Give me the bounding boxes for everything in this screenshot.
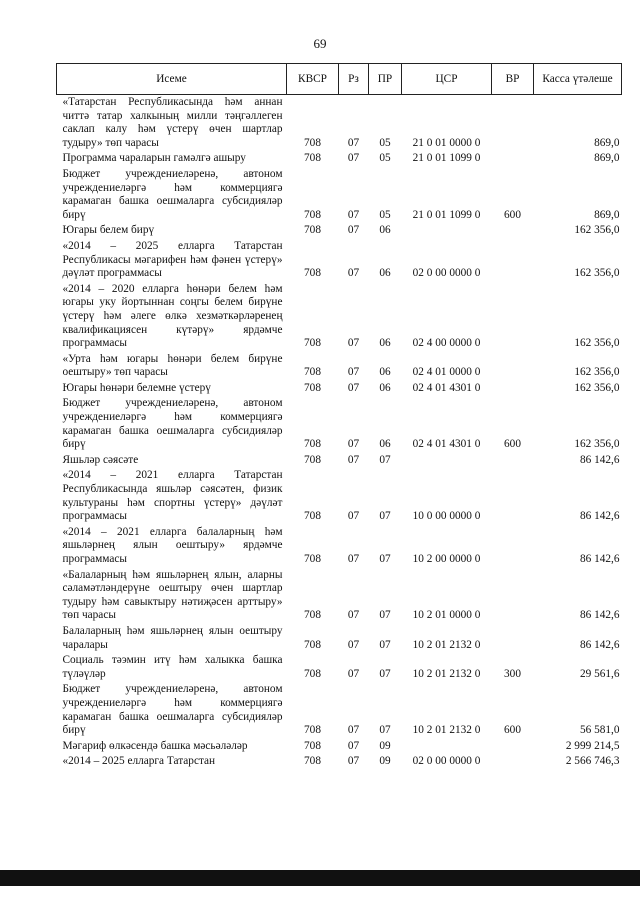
cell-csr: 21 0 01 1099 0	[412, 152, 481, 165]
header-vr: ВР	[492, 64, 534, 95]
cell-vr	[492, 739, 534, 755]
cell-rz: 07	[347, 267, 360, 280]
cell-rz: 07	[347, 152, 360, 165]
table-row	[57, 167, 622, 223]
cell-kassa: 162 356,0	[574, 224, 620, 237]
cell-kassa: 86 142,6	[579, 510, 620, 523]
cell-name: Яшьләр сәясәте	[62, 453, 139, 466]
cell-kvsr: 708	[304, 739, 321, 752]
cell-kassa: 162 356,0	[574, 438, 620, 451]
table-row	[57, 568, 622, 624]
cell-pr: 06	[379, 224, 391, 237]
cell-rz: 07	[347, 337, 360, 350]
cell-kvsr: 708	[304, 510, 321, 523]
header-kassa: Касса үтәлеше	[534, 64, 622, 95]
cell-rz: 07	[347, 453, 360, 466]
cell-pr: 07	[379, 724, 391, 737]
cell-csr: 10 2 01 2132 0	[412, 667, 481, 680]
cell-csr	[402, 739, 492, 755]
cell-rz: 07	[347, 366, 360, 379]
cell-kvsr: 708	[304, 724, 321, 737]
cell-vr	[492, 453, 534, 469]
cell-vr: 300	[504, 667, 521, 680]
cell-rz: 07	[347, 208, 360, 221]
cell-pr: 09	[379, 755, 391, 768]
cell-csr: 10 2 01 2132 0	[412, 724, 481, 737]
cell-name: «2014 – 2025 елларга Татарстан Республикасы мәгарифен һәм фәнен үстерү» дәүләт программасы	[62, 239, 283, 280]
cell-name: Бюджет учреждениеләренә, автоном учреждениеләргә һәм коммерциягә карамаган башка оешмаларга субсидияләр бирү	[62, 683, 283, 737]
cell-csr: 10 2 00 0000 0	[412, 553, 481, 565]
table-header-row	[57, 64, 622, 95]
cell-vr	[492, 568, 534, 624]
cell-pr: 05	[379, 208, 391, 221]
cell-kassa: 2 999 214,5	[565, 739, 620, 752]
cell-csr: 02 4 01 4301 0	[412, 381, 481, 394]
cell-kvsr: 708	[304, 667, 321, 680]
table-row	[57, 682, 622, 738]
cell-rz: 07	[347, 438, 360, 451]
cell-pr: 07	[379, 453, 391, 466]
cell-pr: 06	[379, 267, 391, 280]
cell-name: Бюджет учреждениеләренә, автоном учреждениеләргә һәм коммерциягә карамаган башка оешмаларга субсидияләр бирү	[62, 397, 283, 451]
header-name: Исеме	[57, 64, 287, 95]
table-row	[57, 624, 622, 653]
header-kvsr: КВСР	[287, 64, 339, 95]
cell-vr	[492, 352, 534, 381]
cell-kvsr: 708	[304, 136, 321, 149]
cell-pr: 05	[379, 152, 391, 165]
cell-rz: 07	[347, 609, 360, 622]
cell-vr	[492, 282, 534, 352]
cell-kassa: 56 581,0	[579, 724, 620, 737]
table-body	[57, 95, 622, 770]
cell-csr: 02 4 01 0000 0	[412, 366, 481, 379]
cell-vr	[492, 525, 534, 568]
cell-kvsr: 708	[304, 208, 321, 221]
cell-csr: 10 0 00 0000 0	[412, 510, 481, 523]
cell-pr: 07	[379, 510, 391, 523]
table-row	[57, 223, 622, 239]
cell-pr: 07	[379, 553, 391, 565]
cell-name: «Балаларның һәм яшьләрнең ялын, аларны сәламәтләндерүне оештыру өчен шартлар тудыру һәм савыктыру нәтиҗәсен арттыру» төп чарасы	[62, 568, 283, 622]
cell-vr: 600	[504, 208, 521, 221]
cell-csr: 10 2 01 0000 0	[412, 609, 481, 622]
cell-pr: 06	[379, 438, 391, 451]
cell-rz: 07	[347, 755, 360, 768]
cell-pr: 06	[379, 337, 391, 350]
cell-vr	[492, 754, 534, 770]
table-row	[57, 739, 622, 755]
cell-kvsr: 708	[304, 553, 321, 565]
cell-csr: 02 0 00 0000 0	[412, 755, 481, 768]
cell-kvsr: 708	[304, 453, 321, 466]
cell-kvsr: 708	[304, 609, 321, 622]
cell-name: «Урта һәм югары һөнәри белем бирүне оештыру» төп чарасы	[62, 352, 283, 379]
cell-name: «2014 – 2021 елларга Татарстан Республикасында яшьләр сәясәтен, физик культураны һәм спортны үстерү» дәүләт программасы	[62, 469, 283, 523]
cell-rz: 07	[347, 739, 360, 752]
header-csr: ЦСР	[402, 64, 492, 95]
cell-csr: 02 4 00 0000 0	[412, 337, 481, 350]
cell-name: Программа чараларын гамәлгә ашыру	[62, 152, 246, 165]
table-row	[57, 396, 622, 452]
cell-csr: 21 0 01 0000 0	[412, 136, 481, 149]
cell-kvsr: 708	[304, 381, 321, 394]
cell-kassa: 869,0	[594, 136, 620, 149]
cell-csr: 21 0 01 1099 0	[412, 208, 481, 221]
table-row	[57, 468, 622, 524]
cell-kvsr: 708	[304, 224, 321, 237]
cell-name: Югары һөнәри белемне үстерү	[62, 381, 211, 394]
cell-name: Югары белем бирү	[62, 224, 155, 237]
cell-rz: 07	[347, 724, 360, 737]
table-row	[57, 653, 622, 682]
cell-pr: 07	[379, 667, 391, 680]
cell-kassa: 86 142,6	[579, 609, 620, 622]
cell-vr	[492, 381, 534, 397]
cell-kvsr: 708	[304, 337, 321, 350]
cell-csr: 10 2 01 2132 0	[412, 638, 481, 651]
cell-rz: 07	[347, 638, 360, 651]
cell-kassa: 86 142,6	[579, 553, 620, 565]
cell-kassa: 869,0	[594, 152, 620, 165]
table-row	[57, 453, 622, 469]
cell-kvsr: 708	[304, 638, 321, 651]
cell-kassa: 162 356,0	[574, 366, 620, 379]
cell-pr: 05	[379, 136, 391, 149]
table-row	[57, 352, 622, 381]
cell-vr	[492, 468, 534, 524]
cell-kvsr: 708	[304, 152, 321, 165]
budget-table	[56, 63, 622, 770]
cell-kassa: 86 142,6	[579, 638, 620, 651]
cell-vr	[492, 223, 534, 239]
cell-rz: 07	[347, 553, 360, 565]
cell-pr: 07	[379, 638, 391, 651]
table-row	[57, 381, 622, 397]
cell-name: Балаларның һәм яшьләрнең ялын оештыру чаралары	[62, 624, 283, 651]
cell-vr	[492, 624, 534, 653]
cell-pr: 09	[379, 739, 391, 752]
cell-csr	[402, 223, 492, 239]
cell-kassa: 29 561,6	[579, 667, 620, 680]
header-pr: ПР	[369, 64, 402, 95]
cell-csr: 02 4 01 4301 0	[412, 438, 481, 451]
cell-csr	[402, 453, 492, 469]
page-number: 69	[313, 36, 327, 51]
cell-kvsr: 708	[304, 267, 321, 280]
cell-kassa: 162 356,0	[574, 381, 620, 394]
cell-rz: 07	[347, 136, 360, 149]
cell-vr: 600	[504, 724, 521, 737]
table-row	[57, 151, 622, 167]
cell-rz: 07	[347, 510, 360, 523]
cell-pr: 06	[379, 366, 391, 379]
table-row	[57, 282, 622, 352]
cell-kvsr: 708	[304, 755, 321, 768]
table-row	[57, 239, 622, 282]
cell-pr: 07	[379, 609, 391, 622]
cell-name: Мәгариф өлкәсендә башка мәсьәләләр	[62, 739, 248, 752]
cell-csr: 02 0 00 0000 0	[412, 267, 481, 280]
cell-name: «2014 – 2021 елларга балаларның һәм яшьләрнең ялын оештыру» ярдәмче программасы	[62, 525, 283, 565]
cell-vr	[492, 239, 534, 282]
scan-edge-bar	[0, 870, 640, 886]
table-row	[57, 95, 622, 152]
cell-kvsr: 708	[304, 438, 321, 451]
cell-vr	[492, 95, 534, 152]
cell-name: Бюджет учреждениеләренә, автоном учреждениеләргә һәм коммерциягә карамаган башка оешмаларга субсидияләр бирү	[62, 167, 283, 221]
cell-kassa: 162 356,0	[574, 337, 620, 350]
cell-rz: 07	[347, 667, 360, 680]
cell-name: Социаль тәэмин итү һәм халыкка башка түләүләр	[62, 654, 283, 680]
cell-kassa: 162 356,0	[574, 267, 620, 280]
table-row	[57, 754, 622, 770]
cell-rz: 07	[347, 224, 360, 237]
cell-vr	[492, 151, 534, 167]
cell-rz: 07	[347, 381, 360, 394]
cell-pr: 06	[379, 381, 391, 394]
cell-name: «2014 – 2020 елларга һөнәри белем һәм югары уку йортыннан соңгы белем бирүне үстерү һәм әлеге өлкә хезмәткәрләренең квалификациясен күтәрү» ярдәмче программасы	[62, 282, 283, 350]
header-rz: Рз	[339, 64, 369, 95]
cell-kassa: 86 142,6	[579, 453, 620, 466]
cell-vr: 600	[504, 438, 521, 451]
cell-name: «Татарстан Республикасында һәм аннан читтә татар халкының милли тәңгәллеген саклап калу һәм үстерү өчен шартлар тудыру» төп чарасы	[62, 96, 283, 149]
table-row	[57, 525, 622, 568]
cell-kvsr: 708	[304, 366, 321, 379]
cell-kassa: 2 566 746,3	[565, 755, 620, 768]
cell-kassa: 869,0	[594, 208, 620, 221]
cell-name: «2014 – 2025 елларга Татарстан	[62, 755, 216, 768]
